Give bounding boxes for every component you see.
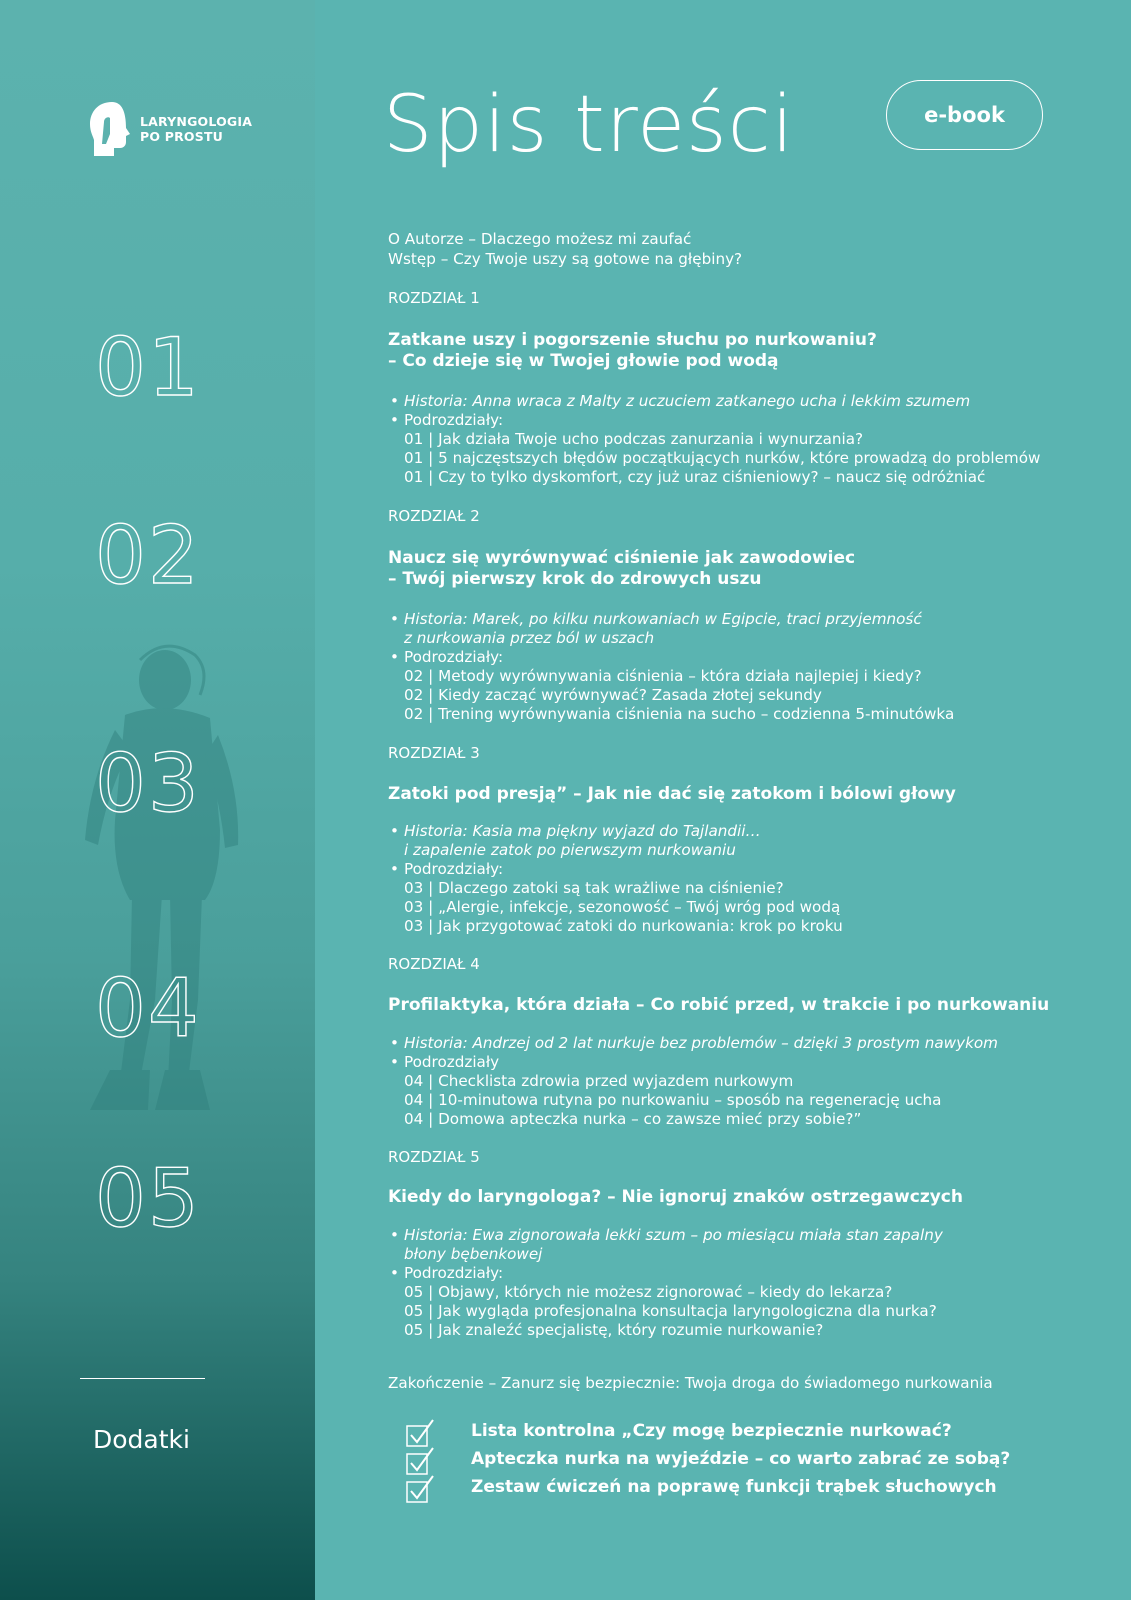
chapter-4-story: • Historia: Andrzej od 2 lat nurkuje bez problemów – dzięki 3 prostym nawykom (404, 1034, 998, 1053)
chapter-1-sub-3: 01 | Czy to tylko dyskomfort, czy już uraz ciśnieniowy? – naucz się odróżniać (404, 468, 986, 486)
chapter-3-sub-1: 03 | Dlaczego zatoki są tak wrażliwe na ciśnienie? (404, 879, 784, 897)
chapter-2-sub-3: 02 | Trening wyrównywania ciśnienia na sucho – codzienna 5-minutówka (404, 705, 955, 723)
chapter-2-sub-2: 02 | Kiedy zacząć wyrównywać? Zasada złotej sekundy (404, 686, 822, 704)
chapter-2-story: • Historia: Marek, po kilku nurkowaniach w Egipcie, traci przyjemność (404, 610, 922, 629)
chapter-4-sub-2: 04 | 10-minutowa rutyna po nurkowaniu – sposób na regenerację ucha (404, 1091, 942, 1109)
sidebar-divider (80, 1378, 205, 1379)
toc-about-author: O Autorze – Dlaczego możesz mi zaufać (388, 230, 692, 248)
chapter-1-sub-2: 01 | 5 najczęstszych błędów początkujących nurków, które prowadzą do problemów (404, 449, 1041, 467)
chapter-3-label: ROZDZIAŁ 3 (388, 744, 480, 762)
toc-ending: Zakończenie – Zanurz się bezpiecznie: Twoja droga do świadomego nurkowania (388, 1374, 993, 1392)
chapter-1-title-line-1: Zatkane uszy i pogorszenie słuchu po nurkowaniu? (388, 330, 877, 350)
chapter-2-title-line-2: – Twój pierwszy krok do zdrowych uszu (388, 569, 762, 589)
sidebar (0, 0, 315, 1600)
checkbox-checked-icon (405, 1446, 435, 1476)
chapter-5-story-line-2: błony bębenkowej (404, 1245, 543, 1263)
chapter-5-sub-3: 05 | Jak znaleźć specjalistę, który rozumie nurkowanie? (404, 1321, 824, 1339)
chapter-1-sub-1: 01 | Jak działa Twoje ucho podczas zanurzania i wynurzania? (404, 430, 864, 448)
toc-introduction: Wstęp – Czy Twoje uszy są gotowe na głębiny? (388, 250, 743, 268)
chapter-3-subchapters-label: • Podrozdziały: (404, 860, 503, 879)
chapter-5-sub-2: 05 | Jak wygląda profesjonalna konsultacja laryngologiczna dla nurka? (404, 1302, 937, 1320)
appendix-item-2-label: Apteczka nurka na wyjeździe – co warto zabrać ze sobą? (471, 1449, 1011, 1469)
checkbox-checked-icon (405, 1474, 435, 1504)
chapter-2-title-line-1: Naucz się wyrównywać ciśnienie jak zawodowiec (388, 548, 856, 568)
chapter-4-sub-3: 04 | Domowa apteczka nurka – co zawsze mieć przy sobie?” (404, 1110, 862, 1128)
chapter-number-2: 02 (95, 509, 201, 602)
appendix-item-3-label: Zestaw ćwiczeń na poprawę funkcji trąbek słuchowych (471, 1477, 997, 1497)
chapter-5-label: ROZDZIAŁ 5 (388, 1148, 480, 1166)
chapter-1-story: • Historia: Anna wraca z Malty z uczuciem zatkanego ucha i lekkim szumem (404, 392, 970, 411)
chapter-1-title-line-2: – Co dzieje się w Twojej głowie pod wodą (388, 351, 779, 371)
chapter-3-title: Zatoki pod presją” – Jak nie dać się zatokom i bólowi głowy (388, 784, 956, 804)
logo-line-1: LARYNGOLOGIA (140, 114, 253, 129)
chapter-1-label: ROZDZIAŁ 1 (388, 289, 480, 307)
appendix-item-1 (405, 1418, 952, 1448)
chapter-2-sub-1: 02 | Metody wyrównywania ciśnienia – która działa najlepiej i kiedy? (404, 667, 922, 685)
chapter-3-story-line-2: i zapalenie zatok po pierwszym nurkowaniu (404, 841, 736, 859)
chapter-5-sub-1: 05 | Objawy, których nie możesz zignorować – kiedy do lekarza? (404, 1283, 893, 1301)
chapter-5-subchapters-label: • Podrozdziały: (404, 1264, 503, 1283)
chapter-2-story-line-2: z nurkowania przez ból w uszach (404, 629, 655, 647)
chapter-3-sub-3: 03 | Jak przygotować zatoki do nurkowania: krok po kroku (404, 917, 843, 935)
head-profile-icon (88, 100, 136, 158)
page-title: Spis treści (383, 80, 795, 170)
chapter-1-subchapters-label: • Podrozdziały: (404, 411, 503, 430)
chapter-4-label: ROZDZIAŁ 4 (388, 955, 480, 973)
chapter-number-4: 04 (95, 962, 201, 1055)
checkbox-checked-icon (405, 1418, 435, 1448)
chapter-4-sub-1: 04 | Checklista zdrowia przed wyjazdem nurkowym (404, 1072, 794, 1090)
chapter-2-subchapters-label: • Podrozdziały: (404, 648, 503, 667)
chapter-number-5: 05 (95, 1152, 201, 1245)
appendix-item-2 (405, 1446, 1011, 1476)
appendix-item-3 (405, 1474, 997, 1504)
logo-line-2: PO PROSTU (140, 129, 224, 144)
appendix-item-1-label: Lista kontrolna „Czy mogę bezpiecznie nurkować? (471, 1421, 952, 1441)
ebook-badge: e-book (886, 80, 1043, 150)
chapter-5-story: • Historia: Ewa zignorowała lekki szum – po miesiącu miała stan zapalny (404, 1226, 943, 1245)
chapter-2-label: ROZDZIAŁ 2 (388, 507, 480, 525)
chapter-4-title: Profilaktyka, która działa – Co robić przed, w trakcie i po nurkowaniu (388, 995, 1050, 1015)
logo (88, 100, 252, 158)
chapter-5-title: Kiedy do laryngologa? – Nie ignoruj znaków ostrzegawczych (388, 1187, 963, 1207)
chapter-4-subchapters-label: • Podrozdziały (404, 1053, 499, 1072)
chapter-number-3: 03 (95, 737, 201, 830)
chapter-3-story: • Historia: Kasia ma piękny wyjazd do Tajlandii… (404, 822, 761, 841)
chapter-number-1: 01 (95, 321, 201, 414)
sidebar-appendix-label: Dodatki (93, 1425, 190, 1454)
chapter-3-sub-2: 03 | „Alergie, infekcje, sezonowość – Twój wróg pod wodą (404, 898, 841, 916)
